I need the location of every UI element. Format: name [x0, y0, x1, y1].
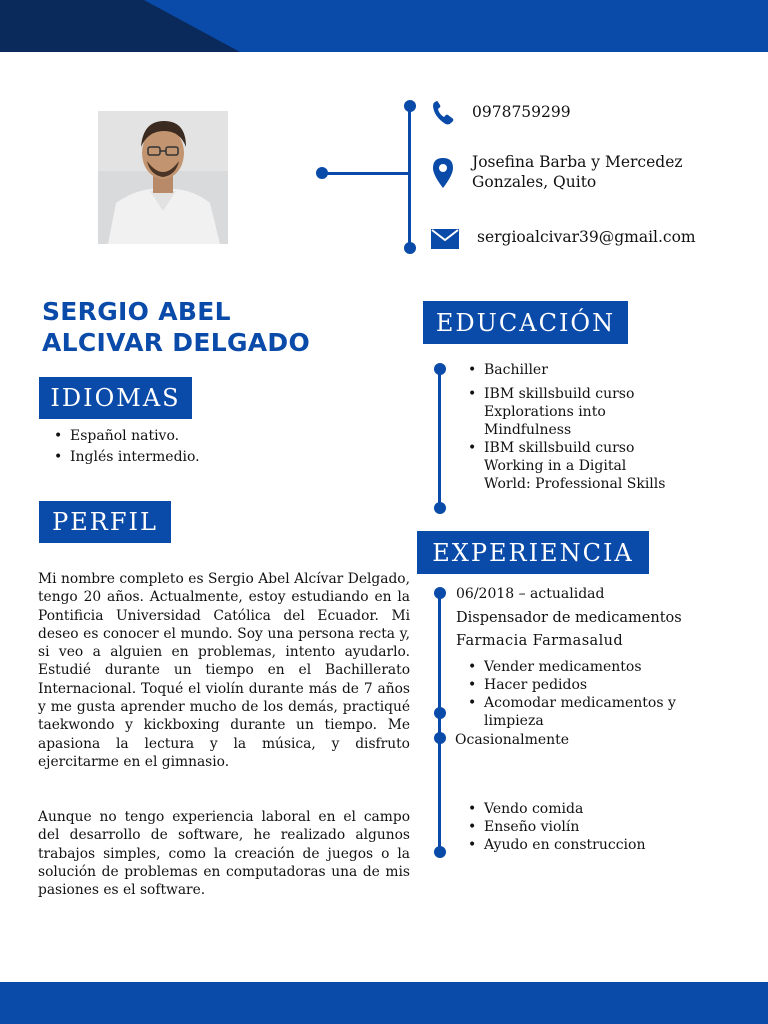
perfil-paragraph-1: Mi nombre completo es Sergio Abel Alcívar Delgado, tengo 20 años. Actualmente, estoy estudiando en la Pontificia Universidad Católica del Ecuador. Mi deseo es conocer el mundo. Soy una persona recta y, si veo a alguien en problemas, intento ayudarlo. Estudié durante un tiempo en el Bachillerato Internacional. Toqué el violín durante más de 7 años y me gusta aprender mucho de los demás, practiqué taekwondo y kickboxing durante un tiempo. Me apasiona la lectura y la música, y disfruto ejercitarme en el gimnasio.	[38, 571, 410, 770]
address-line-2: Gonzales, Quito	[472, 173, 597, 191]
timeline-dot	[434, 707, 446, 719]
educacion-heading: EDUCACIÓN	[423, 301, 628, 344]
list-item: • Enseño violín	[468, 818, 678, 836]
perfil-heading: PERFIL	[39, 501, 171, 543]
occasional-label: Ocasionalmente	[455, 732, 570, 748]
list-item: • IBM skillsbuild curso Explorations into Mindfulness	[468, 385, 668, 439]
list-item: • Hacer pedidos	[468, 676, 678, 694]
timeline-dot	[434, 587, 446, 599]
name-line-1: SERGIO ABEL	[42, 297, 231, 326]
experiencia-timeline	[438, 592, 441, 852]
experiencia-role: Dispensador de medicamentos	[456, 610, 682, 626]
list-item: • Bachiller	[468, 361, 668, 379]
list-item: • Vender medicamentos	[468, 658, 678, 676]
contact-timeline	[408, 106, 411, 249]
list-item: • Acomodar medicamentos y limpieza	[468, 694, 678, 730]
idiomas-list	[54, 426, 200, 468]
timeline-dot	[404, 100, 416, 112]
phone-icon	[432, 100, 454, 130]
envelope-icon	[431, 229, 459, 253]
idiomas-heading: IDIOMAS	[39, 377, 192, 419]
timeline-dot	[404, 242, 416, 254]
connector-dot	[316, 167, 328, 179]
profile-photo	[98, 111, 228, 244]
email-address: sergioalcivar39@gmail.com	[477, 228, 696, 246]
timeline-dot	[434, 502, 446, 514]
location-pin-icon	[432, 157, 454, 193]
educacion-timeline	[438, 368, 441, 508]
list-item: • Ayudo en construccion	[468, 836, 678, 854]
list-item: • IBM skillsbuild curso Working in a Digital World: Professional Skills	[468, 439, 668, 493]
phone-number: 0978759299	[472, 103, 571, 121]
perfil-paragraph-2: Aunque no tengo experiencia laboral en el campo del desarrollo de software, he realizado algunos trabajos simples, como la creación de juegos o la solución de problemas en computadoras una de mis pasiones es el software.	[38, 809, 410, 899]
full-name	[42, 296, 310, 358]
timeline-dot	[434, 363, 446, 375]
timeline-dot	[434, 846, 446, 858]
experiencia-period: 06/2018 – actualidad	[456, 586, 605, 602]
occasional-tasks	[468, 800, 678, 854]
experiencia-tasks	[468, 658, 678, 730]
address-line-1: Josefina Barba y Mercedez	[472, 153, 683, 171]
list-item: • Vendo comida	[468, 800, 678, 818]
experiencia-company: Farmacia Farmasalud	[456, 633, 624, 649]
name-line-2: ALCIVAR DELGADO	[42, 328, 311, 357]
connector-line	[322, 172, 410, 175]
list-item: • Español nativo.	[54, 426, 200, 447]
educacion-list	[468, 361, 668, 493]
timeline-dot	[434, 732, 446, 744]
address	[472, 152, 683, 192]
footer-bar	[0, 982, 768, 1024]
list-item: • Inglés intermedio.	[54, 447, 200, 468]
experiencia-heading: EXPERIENCIA	[417, 531, 649, 574]
